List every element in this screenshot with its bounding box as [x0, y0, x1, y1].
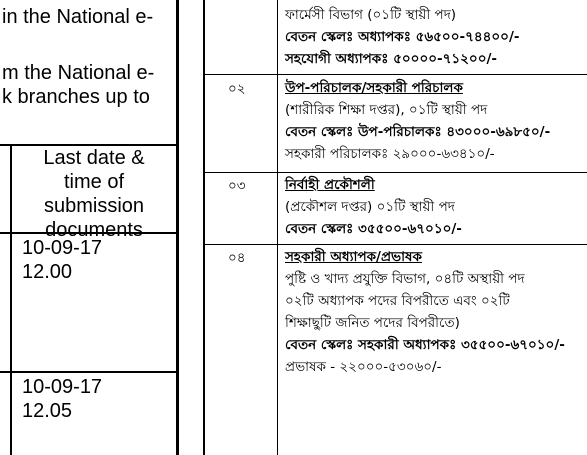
serial-number: ০২ — [228, 81, 246, 97]
row-divider — [204, 74, 587, 75]
table-row — [285, 246, 565, 378]
row-divider — [204, 172, 587, 173]
post-title: সহকারী অধ্যাপক/প্রভাষক — [285, 249, 422, 265]
salary-scale: প্রভাষক - ২২০০০-৫৩০৬০/- — [285, 359, 442, 375]
text-line-2: m the National e- — [2, 62, 155, 84]
table-row-border — [0, 371, 178, 373]
department-text: ০২টি অধ্যাপক পদের বিপরীতে এবং ০২টি — [285, 293, 510, 309]
date-value: 10-09-17 — [22, 237, 103, 259]
department-text: ফার্মেসী বিভাগ (০১টি স্থায়ী পদ) — [285, 7, 457, 23]
left-page-edge — [176, 0, 179, 455]
text-line-3: k branches up to — [2, 86, 150, 108]
salary-scale: বেতন স্কেলঃ ৩৫৫০০-৬৭০১০/- — [285, 221, 462, 237]
post-title: নির্বাহী প্রকৌশলী — [285, 177, 375, 193]
table-row — [285, 77, 550, 165]
serial-number: ০৪ — [228, 250, 246, 266]
time-value: 12.00 — [22, 261, 73, 283]
department-text: পুষ্টি ও খাদ্য প্রযুক্তি বিভাগ, ০৪টি অস্থায়ী পদ — [285, 271, 525, 287]
salary-scale: বেতন স্কেলঃ অধ্যাপকঃ ৫৬৫০০-৭৪৪০০/- — [285, 29, 520, 45]
header-line-2: time of — [63, 171, 125, 193]
department-text: (প্রকৌশল দপ্তর) ০১টি স্থায়ী পদ — [285, 199, 455, 215]
salary-scale: বেতন স্কেলঃ সহকারী অধ্যাপকঃ ৩৫৫০০-৬৭০১০/- — [285, 337, 565, 353]
serial-column-divider — [277, 0, 278, 455]
time-value: 12.05 — [22, 400, 73, 422]
department-text: (শারীরিক শিক্ষা দপ্তর), ০১টি স্থায়ী পদ — [285, 102, 488, 118]
header-line-3: submission — [43, 195, 145, 217]
serial-number: ০৩ — [228, 178, 246, 194]
right-page-edge — [203, 0, 205, 455]
table-header-cell — [11, 146, 177, 242]
salary-scale: বেতন স্কেলঃ উপ-পরিচালকঃ ৪৩০০০-৬৯৮৫০/- — [285, 124, 551, 140]
table-row — [285, 174, 462, 240]
table-row — [285, 4, 519, 70]
row-divider — [204, 244, 587, 245]
header-line-1: Last date & — [43, 147, 145, 169]
text-line-1: in the National e- — [2, 6, 154, 28]
table-cell — [22, 375, 102, 423]
table-cell — [22, 236, 102, 284]
post-title: উপ-পরিচালক/সহকারী পরিচালক — [285, 80, 463, 96]
date-value: 10-09-17 — [22, 376, 103, 398]
department-text: শিক্ষাছুটি জনিত পদের বিপরীতে) — [285, 315, 460, 331]
salary-scale: সহকারী পরিচালকঃ ২৯০০০-৬৩৪১০/- — [285, 146, 495, 162]
salary-scale: সহযোগী অধ্যাপকঃ ৫০০০০-৭১২০০/- — [285, 51, 498, 67]
header-line-4: documents — [45, 219, 143, 241]
